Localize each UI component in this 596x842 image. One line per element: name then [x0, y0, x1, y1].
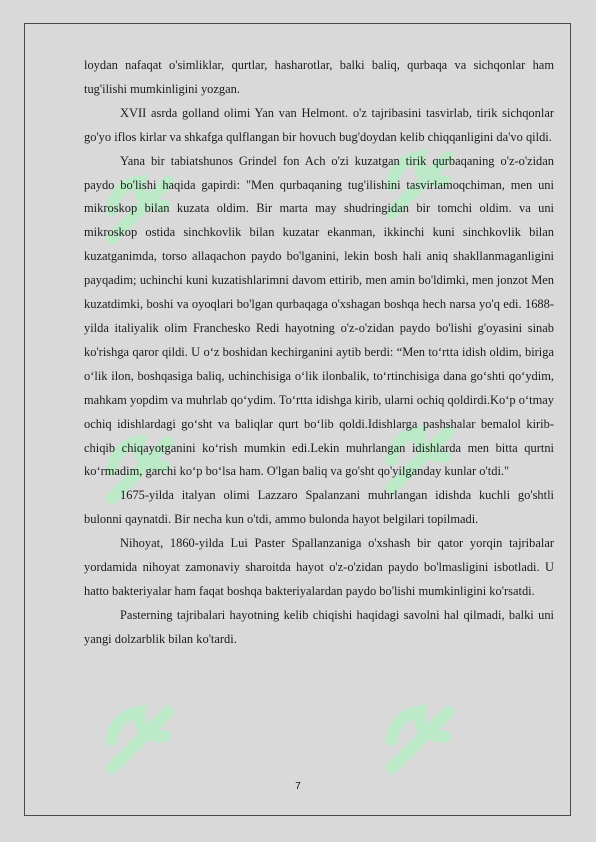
paragraph: Nihoyat, 1860-yilda Lui Paster Spallanzaniga o'xshash bir qator yorqin tajribalar yordamida nihoyat zamonaviy sharoitda hayot o'z-o'zidan paydo bo'lmasligini isbotladi. U hatto bakteriyalar ham faqat boshqa bakteriyalardan paydo bo'lishi mumkinligini ko'rsatdi. [84, 536, 554, 598]
page-number: 7 [295, 781, 301, 792]
paragraph: Pasterning tajribalari hayotning kelib chiqishi haqidagi savolni hal qilmadi, balki uni yangi dolzarblik bilan ko'tardi. [84, 607, 554, 646]
paragraph: loydan nafaqat o'simliklar, qurtlar, hasharotlar, balki baliq, qurbaqa va sichqonlar ham tug'ilishi mumkinligini yozgan. [84, 58, 554, 96]
paragraph: 1675-yilda italyan olimi Lazzaro Spalanzani muhrlangan idishda kuchli go'shtli bulonni qaynatdi. Bir necha kun o'tdi, ammo bulonda hayot belgilari topilmadi. [84, 488, 554, 527]
paragraph: Yana bir tabiatshunos Grindel fon Ach o'zi kuzatgan tirik qurbaqaning o'z-o'zidan paydo bo'lishi haqida gapirdi: "Men qurbaqaning tug'ilishini tasvirlamoqchiman, men uni mikroskop bilan kuzata oldim. Bir marta may shudringidan bir tomchi oldim. va uni mikroskop ostida sinchkovlik bilan kuzatar ekanman, ikkinchi kuni sinchkovlik bilan kuzatganimda, torso allaqachon paydo bo'lganini, lekin bosh hali aniq shakllanmaganligini payqadim; uchinchi kuni kuzatishlarimni davom ettirib, men amin bo'ldimki, men jonzot Men kuzatdimki, boshi va oyoqlari bo'lgan qurbaqaga o'xshagan boshqa hech narsa yo'q edi. 1688-yilda italiyalik olim Franchesko Redi hayotning o'z-o'zidan paydo bo'lishi g'oyasini sinab ko'rishga qaror qildi. U o‘z boshidan kechirganini aytib berdi: “Men to‘rtta idish oldim, biriga o‘lik ilon, boshqasiga baliq, uchinchisiga o‘lik ilonbalik, to‘rtinchisiga dana go‘shti qo‘ydim, mahkam yopdim va muhrlab qo‘ydim. To‘rtta idishga kirib, ularni ochiq qoldirdi.Ko‘p o‘tmay ochiq idishlardagi go‘sht va baliqlar qurt bo‘lib qoldi.Idishlarga pashshalar bemalol kirib-chiqib chiqayotganini ko‘rish mumkin edi.Lekin muhrlangan idishlarda men bitta qurtni ko‘rmadim, garchi ko‘p bo‘lsa ham. O'lgan baliq va go'sht qo'yilganday kunlar o'tdi." [84, 153, 554, 479]
paragraph: XVII asrda golland olimi Yan van Helmont. o'z tajribasini tasvirlab, tirik sichqonlar go'yo iflos kirlar va shkafga qulflangan bir hovuch bug'doydan kelib chiqqanligini da'vo qildi. [84, 105, 554, 144]
document-body [84, 54, 554, 652]
